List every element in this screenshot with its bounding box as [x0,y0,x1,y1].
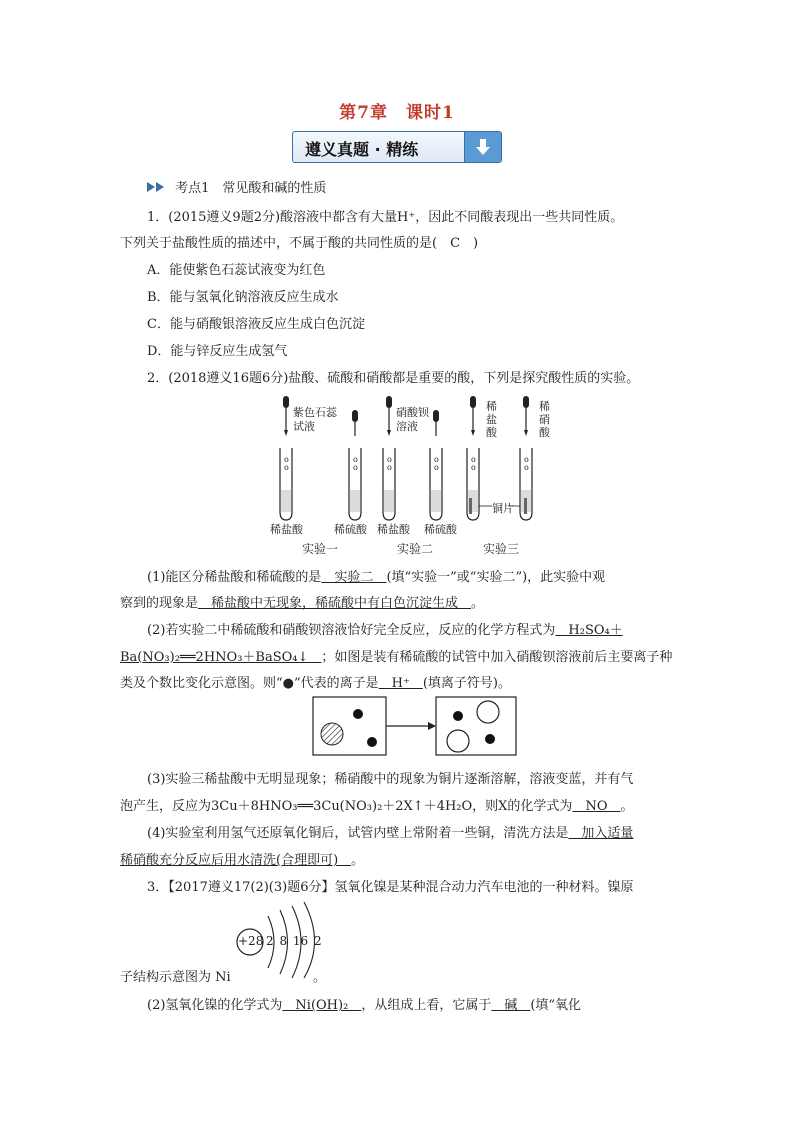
q2-part2-text2: ；如图是装有稀硫酸的试管中加入硝酸钡溶液前后主要离子种 [321,650,673,665]
q2-part1-answer2: 稀盐酸中无现象，稀硫酸中有白色沉淀生成 [198,596,472,611]
dropper-1-label: 紫色石蕊 试液 [293,406,337,433]
down-arrow-icon [464,132,501,162]
tube-label-3: 稀盐酸 [377,523,410,536]
section-label: 考点1 常见酸和碱的性质 [175,181,327,196]
q2-stem: 2．(2018遵义16题6分)盐酸、硫酸和硝酸都是重要的酸，下列是探究酸性质的实验。 [147,371,640,386]
q2-part1-text: (1)能区分稀盐酸和稀硫酸的是 [147,570,322,585]
svg-text:o: o [387,463,392,472]
q2-part2-answer: H₂SO₄＋ [555,623,623,638]
test-tube-2 [349,410,361,520]
q3-structure-end: 。 [313,970,327,985]
q2-part4-line2 [120,849,364,868]
hydrogen-ion-icon [485,734,495,744]
nitrate-ion-icon [477,701,499,723]
dropper-3-label: 稀 盐 酸 [486,400,497,439]
svg-text:o: o [524,463,529,472]
hydrogen-ion-icon [367,737,377,747]
q1-option-c: C．能与硝酸银溶液反应生成白色沉淀 [147,317,365,332]
hydrogen-ion-icon [353,709,363,719]
svg-text:o: o [471,463,476,472]
ion-change-diagram [312,696,518,758]
q2-part2-line3 [120,672,511,691]
q3-part2-text-mid: ，从组成上看，它属于 [361,998,492,1013]
test-tube-6 [520,396,532,520]
section-heading [147,177,326,196]
sulfate-ion-icon [321,723,343,745]
svg-text:o: o [434,463,439,472]
double-play-icon [147,181,165,196]
q3-part2-text: (2)氢氧化镍的化学式为 [147,998,283,1013]
svg-text:o: o [387,455,392,464]
q2-part3-text: 泡产生，反应为3Cu＋8HNO₃══3Cu(NO₃)₂＋2X↑＋4H₂O，则X的化学式为 [120,799,573,814]
q2-part2-text3: 类及个数比变化示意图。则“●”代表的离子是 [120,676,379,691]
dropper-2-label: 硝酸钡 溶液 [396,406,429,433]
q2-part3-line2 [120,795,634,814]
svg-text:o: o [353,463,358,472]
tube-label-4: 稀硫酸 [424,523,457,536]
q2-part2-line1 [147,619,623,638]
q2-part4-text-post: 。 [351,853,365,868]
q3-part2-line [147,994,581,1013]
test-tube-5 [467,396,479,520]
q2-part1-text2-post: 。 [471,596,485,611]
test-tube-4 [430,410,442,520]
banner-label: 遵义真题 · 精练 [305,140,419,159]
q3-part2-text-post: (填“氧化 [530,998,582,1013]
q3-stem: 3．【2017遵义17(2)(3)题6分】氢氧化镍是某种混合动力汽车电池的一种材料。镍原 [147,880,634,895]
dropper-icon [386,396,392,436]
dropper-icon [283,396,289,436]
tube-label-2: 稀硫酸 [334,523,367,536]
q2-part3-line1: (3)实验三稀盐酸中无明显现象；稀硝酸中的现象为铜片逐渐溶解，溶液变蓝，并有气 [147,772,634,787]
q2-part1-text2: 察到的现象是 [120,596,199,611]
experiment-1-caption: 实验一 [302,542,339,556]
q2-part2-line2 [120,646,672,665]
q2-part2-ion-answer: H⁺ [378,676,423,691]
test-tube-3 [383,448,395,520]
q2-part1-line1 [147,566,605,585]
q2-part3-answer: NO [572,799,621,814]
page-title: 第7章 课时1 [339,103,455,123]
q2-part1-line2 [120,592,484,611]
electron-counts: 2 8 16 2 [266,934,322,948]
svg-text:o: o [284,463,289,472]
svg-text:o: o [434,455,439,464]
q3-part2-formula-answer: Ni(OH)₂ [282,998,362,1013]
experiment-2-caption: 实验二 [397,542,434,556]
q1-stem-line2: 下列关于盐酸性质的描述中，不属于酸的共同性质的是( C ) [120,236,479,251]
copper-label: 铜片 [492,502,514,515]
q2-part2-equation: Ba(NO₃)₂══2HNO₃＋BaSO₄↓ [120,650,322,665]
svg-text:o: o [524,455,529,464]
q3-part2-class-answer: 碱 [491,998,531,1013]
q2-part2-text: (2)若实验二中稀硫酸和硝酸钡溶液恰好完全反应，反应的化学方程式为 [147,623,556,638]
q2-part1-answer: 实验二 [321,570,387,585]
q2-part4-text: (4)实验室利用氢气还原氧化铜后，试管内壁上常附着一些铜，清洗方法是 [147,826,569,841]
svg-text:o: o [284,455,289,464]
test-tube-1 [280,448,292,520]
q2-part1-text-post: (填“实验一”或“实验二”)，此实验中观 [386,570,606,585]
q2-part4-answer2: 稀硝酸充分反应后用水清洗(合理即可) [120,853,352,868]
q2-part4-line1 [147,822,633,841]
section-banner [292,131,502,163]
tube-label-1: 稀盐酸 [270,523,303,536]
q1-option-d: D．能与锌反应生成氢气 [147,344,288,359]
q1-option-b: B．能与氢氧化钠溶液反应生成水 [147,290,339,305]
q1-stem-line1: 1．(2015遵义9题2分)酸溶液中都含有大量H⁺，因此不同酸表现出一些共同性质。 [147,210,624,225]
q1-option-a: A．能使紫色石蕊试液变为红色 [147,263,326,278]
svg-text:o: o [471,455,476,464]
q2-part2-text3-post: (填离子符号)。 [422,676,511,691]
dropper-4-label: 稀 硝 酸 [539,400,550,439]
q3-structure-text: 子结构示意图为 Ni [120,970,231,985]
svg-text:o: o [353,455,358,464]
q2-part3-text-post: 。 [620,799,634,814]
hydrogen-ion-icon [453,711,463,721]
arrow-right-icon [428,722,436,730]
nitrate-ion-icon [447,730,469,752]
nucleus-charge: +28 [238,934,264,948]
experiment-3-caption: 实验三 [483,542,520,556]
q2-part4-answer: 加入适量 [568,826,634,841]
